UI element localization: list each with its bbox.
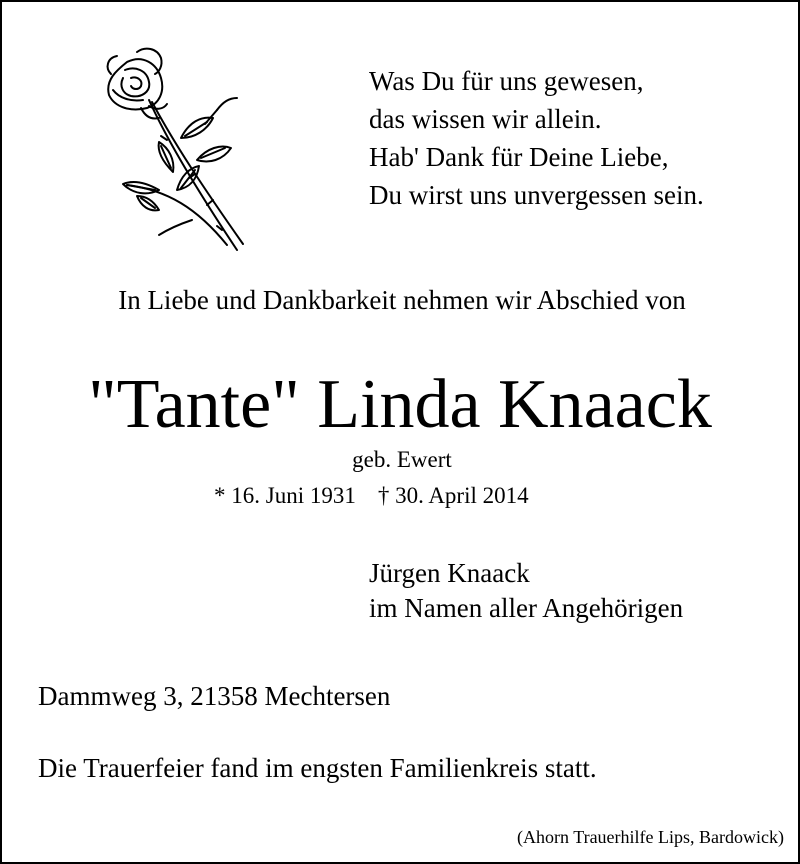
- maiden-name: geb. Ewert: [352, 447, 452, 472]
- poem-line: Du wirst uns unvergessen sein.: [369, 180, 704, 210]
- poem: [369, 62, 704, 214]
- life-dates: [214, 481, 529, 511]
- deceased-name: "Tante" Linda Knaack: [88, 366, 712, 443]
- undertaker-credit: (Ahorn Trauerhilfe Lips, Bardowick): [517, 827, 784, 847]
- rose-icon: [97, 40, 252, 255]
- birth-date: * 16. Juni 1931: [214, 483, 356, 508]
- signer-line: im Namen aller Angehörigen: [369, 593, 684, 623]
- death-date: † 30. April 2014: [377, 483, 529, 508]
- service-note: Die Trauerfeier fand im engsten Familienkreis statt.: [38, 753, 597, 783]
- poem-line: das wissen wir allein.: [369, 104, 602, 134]
- address: Dammweg 3, 21358 Mechtersen: [38, 681, 391, 711]
- poem-line: Hab' Dank für Deine Liebe,: [369, 142, 669, 172]
- intro-text: In Liebe und Dankbarkeit nehmen wir Abschied von: [118, 285, 686, 315]
- signer-line: Jürgen Knaack: [369, 558, 530, 588]
- poem-line: Was Du für uns gewesen,: [369, 66, 644, 96]
- signers: [369, 556, 683, 626]
